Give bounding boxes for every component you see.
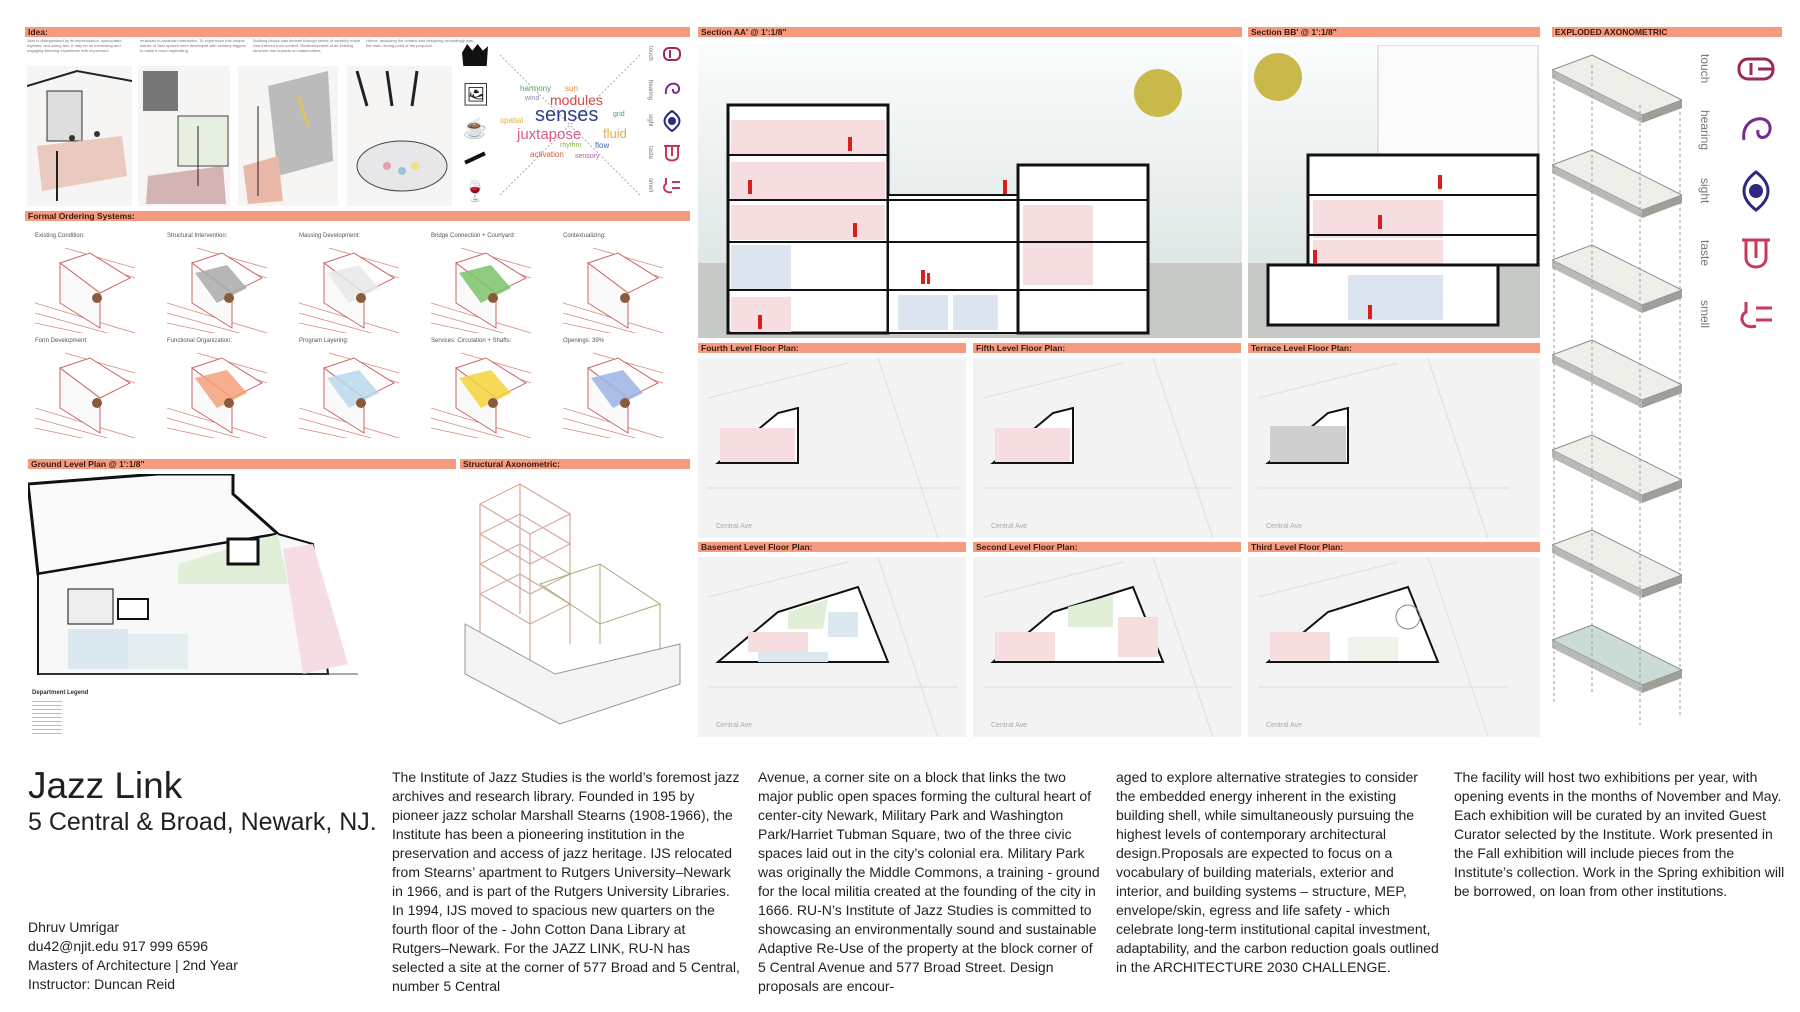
cloud-word: sensory bbox=[575, 153, 600, 160]
floor-plan-header: Fourth Level Floor Plan: bbox=[698, 343, 966, 353]
sense-label: hearing bbox=[647, 80, 653, 101]
sense-label: smell bbox=[647, 178, 653, 193]
cloud-word: harmony bbox=[520, 84, 552, 93]
cloud-word: activation bbox=[530, 150, 564, 159]
floor-plan-drawing bbox=[698, 358, 966, 538]
sense-label: sight bbox=[647, 114, 653, 127]
exploded-axonometric-header: EXPLODED AXONOMETRIC bbox=[1552, 27, 1782, 37]
tongue-icon bbox=[662, 144, 682, 164]
sense-label: touch bbox=[1698, 54, 1712, 84]
floor-plan-drawing bbox=[1248, 557, 1540, 737]
cloud-word: rhythm bbox=[560, 142, 582, 149]
cloud-word: flow bbox=[595, 141, 610, 150]
description-column: aged to explore alternative strategies to consider the embedded energy inherent in the existing building shell, while simultaneously pursuing the highest levels of contemporary architectural design.Proposals are expected to focus on a vocabulary of building materials, exterior and interior, and building systems – structure, MEP, envelope/skin, egress and life safety - which celebrate long-term institutional capital investment, adaptability, and the carbon reduction goals outlined in the ARCHITECTURE 2030 CHALLENGE. bbox=[1116, 769, 1439, 975]
sun-icon bbox=[1134, 69, 1182, 117]
formal-diagram bbox=[299, 243, 399, 343]
diagram-label: Openings: 39% bbox=[563, 338, 605, 344]
street-label: Central Ave bbox=[716, 722, 753, 729]
formal-diagram bbox=[35, 243, 135, 343]
sketch-interior bbox=[138, 66, 230, 206]
diagram-label: Existing Condition: bbox=[35, 233, 85, 239]
hand-icon bbox=[662, 46, 682, 62]
idea-paragraph: musician-to-musician interaction. To experience this unique nature of Jazz spaces were developed with sensory triggers to make it more captivating. bbox=[140, 38, 247, 53]
street-label: Central Ave bbox=[716, 523, 753, 530]
ear-icon bbox=[1738, 110, 1774, 146]
diagram-label: Contextualizing: bbox=[563, 233, 606, 239]
cloud-word: modules bbox=[550, 92, 603, 108]
ground-plan-drawing bbox=[28, 474, 456, 736]
eye-icon bbox=[662, 110, 682, 132]
cigar-icon bbox=[464, 152, 486, 165]
section-bb-header: Section BB' @ 1':1/8" bbox=[1248, 27, 1540, 37]
street-label: Central Ave bbox=[1266, 722, 1303, 729]
sense-label: smell bbox=[1698, 300, 1712, 329]
diagram-label: Services: Circulation + Shafts: bbox=[431, 338, 512, 344]
formal-diagram bbox=[563, 243, 663, 343]
axo-floor-slab bbox=[1552, 340, 1682, 408]
formal-diagram bbox=[431, 243, 531, 343]
axo-floor-slab bbox=[1552, 625, 1682, 693]
floor-plan-drawing bbox=[1248, 358, 1540, 538]
floor-plan-header: Terrace Level Floor Plan: bbox=[1248, 343, 1540, 353]
diagram-label: Massing Development: bbox=[299, 233, 361, 239]
formal-diagram bbox=[167, 243, 267, 343]
formal-diagram bbox=[299, 348, 399, 448]
axo-floor-slab bbox=[1552, 435, 1682, 503]
cloud-word: sun bbox=[565, 84, 578, 93]
floor-plan-header: Second Level Floor Plan: bbox=[973, 542, 1241, 552]
floor-plan-drawing bbox=[973, 557, 1241, 737]
diagram-label: Functional Organization: bbox=[167, 338, 233, 344]
axo-floor-slab bbox=[1552, 245, 1682, 313]
axo-floor-slab bbox=[1552, 150, 1682, 218]
axo-floor-slab bbox=[1552, 530, 1682, 598]
department-legend-title: Department Legend bbox=[32, 690, 89, 696]
project-location: 5 Central & Broad, Newark, NJ. bbox=[28, 808, 377, 836]
description-column: The facility will host two exhibitions per year, with opening events in the months of November and May. Each exhibition will be curated by an invited Guest Curator selected by the Institute. Work presented in the Fall exhibition will include pieces from the Institute’s collection. Work in the Spring exhibition will be borrowed, on loan from other institutions. bbox=[1454, 769, 1785, 899]
section-bb-drawing bbox=[1248, 45, 1540, 338]
sense-label: sight bbox=[1698, 178, 1712, 204]
cloud-word: juxtapose bbox=[517, 126, 582, 143]
description-column: The Institute of Jazz Studies is the world’s foremost jazz archives and research library. Founded in 195 by pioneer jazz scholar Marshall Stearns (1908-1966), the Institute has been a pioneering institution in the preservation and access of jazz heritage. IJS relocated from Stearns’ apartment to Rutgers University–Newark in 1966, and is part of the Rutgers University Libraries. In 1994, IJS moved to spacious new quarters on the fourth floor of the - John Cotton Dana Library at Rutgers–Newark. For the JAZZ LINK, RU-N has selected a site at the corner of 577 Broad and 5 Central, number 5 Central bbox=[392, 769, 740, 994]
wine-glass-icon: 🍷 bbox=[462, 181, 488, 203]
idea-paragraph: Jazz is distinguished by its improvisation, syncopated rhythms, and swing feel. It may be an interesting and engaging listening experience with improvised bbox=[27, 38, 122, 53]
program-year: Masters of Architecture | 2nd Year bbox=[28, 957, 238, 973]
nose-icon bbox=[1738, 298, 1774, 334]
cloud-word: senses bbox=[535, 104, 599, 126]
idea-paragraph: Hence, analyzing the context and designing accordingly was the main driving point of the proposal. bbox=[366, 38, 473, 48]
structural-axonometric-header: Structural Axonometric: bbox=[460, 459, 690, 469]
formal-diagram bbox=[35, 348, 135, 448]
art-viewer-icon: 🖼 bbox=[462, 82, 490, 107]
tongue-icon bbox=[1738, 236, 1774, 274]
diagram-label: Structural Intervention: bbox=[167, 233, 228, 239]
author-name: Dhruv Umrigar bbox=[28, 919, 120, 935]
sense-label: taste bbox=[1698, 240, 1712, 267]
sense-label: taste bbox=[647, 146, 653, 160]
diagram-label: Program Layering: bbox=[299, 338, 349, 344]
senses-small bbox=[640, 42, 690, 207]
cloud-word: fluid bbox=[603, 126, 627, 141]
formal-diagram bbox=[431, 348, 531, 448]
floor-plan-drawing bbox=[973, 358, 1241, 538]
formal-diagram bbox=[167, 348, 267, 448]
floor-plan-drawing bbox=[698, 557, 966, 737]
senses-large bbox=[1700, 50, 1780, 330]
sun-icon bbox=[1254, 53, 1302, 101]
cloud-word: spatial bbox=[500, 116, 524, 125]
word-cloud bbox=[495, 45, 645, 205]
eye-icon bbox=[1740, 170, 1772, 212]
ground-plan-header: Ground Level Plan @ 1':1/8" bbox=[28, 459, 456, 469]
formal-ordering-header: Formal Ordering Systems: bbox=[25, 211, 690, 221]
coffee-cup-icon: ☕ bbox=[462, 118, 488, 140]
sense-label: hearing bbox=[1698, 110, 1712, 151]
hand-icon bbox=[1736, 56, 1776, 82]
nose-icon bbox=[662, 176, 682, 196]
author-contact: du42@njit.edu 917 999 6596 bbox=[28, 938, 209, 954]
axo-floor-slab bbox=[1552, 55, 1682, 123]
street-label: Central Ave bbox=[991, 523, 1028, 530]
sketch-stage bbox=[27, 66, 132, 206]
sketch-stair bbox=[238, 66, 338, 206]
street-label: Central Ave bbox=[991, 722, 1028, 729]
cloud-word: wind bbox=[525, 95, 540, 102]
structural-axonometric-drawing bbox=[460, 474, 690, 736]
floor-plan-header: Third Level Floor Plan: bbox=[1248, 542, 1540, 552]
department-legend-swatches bbox=[32, 699, 62, 735]
project-title: Jazz Link bbox=[28, 765, 183, 806]
floor-plan-header: Basement Level Floor Plan: bbox=[698, 542, 966, 552]
floor-plan-header: Fifth Level Floor Plan: bbox=[973, 343, 1241, 353]
exploded-axonometric-drawing bbox=[1552, 45, 1682, 735]
street-label: Central Ave bbox=[1266, 523, 1303, 530]
ground-level-plan bbox=[28, 474, 456, 736]
ear-icon bbox=[662, 78, 682, 98]
instructor: Instructor: Duncan Reid bbox=[28, 976, 176, 992]
sense-label: touch bbox=[647, 46, 653, 61]
sketch-lounge bbox=[347, 66, 452, 206]
cloud-word: grid bbox=[613, 111, 625, 118]
section-aa-header: Section AA' @ 1':1/8" bbox=[698, 27, 1242, 37]
diagram-label: Bridge Connection + Courtyard: bbox=[431, 233, 516, 239]
section-aa-drawing bbox=[698, 45, 1242, 338]
diagram-label: Form Development: bbox=[35, 338, 88, 344]
formal-diagram bbox=[563, 348, 663, 448]
idea-header: Idea: bbox=[25, 27, 690, 37]
description-column: Avenue, a corner site on a block that links the two major public open spaces forming the cultural heart of center-city Newark, Military Park and Washington Park/Harriet Tubman Square, two of the three civic spaces laid out in the city’s colonial era. Military Park was originally the Middle Commons, a training - ground for the local militia created at the founding of the city in 1666. RU-N’s Institute of Jazz Studies is committed to showcasing an environmentally sound and sustainable Adaptive Re-Use of the property at the block corner of 5 Central Avenue and 577 Broad Street. Design proposals are encour- bbox=[758, 769, 1100, 994]
idea-paragraph: Building blocks was derived through series of carefully made cuts inferred from context. Redevelopment of an existing structure has impacts on stakeholders. bbox=[253, 38, 361, 53]
